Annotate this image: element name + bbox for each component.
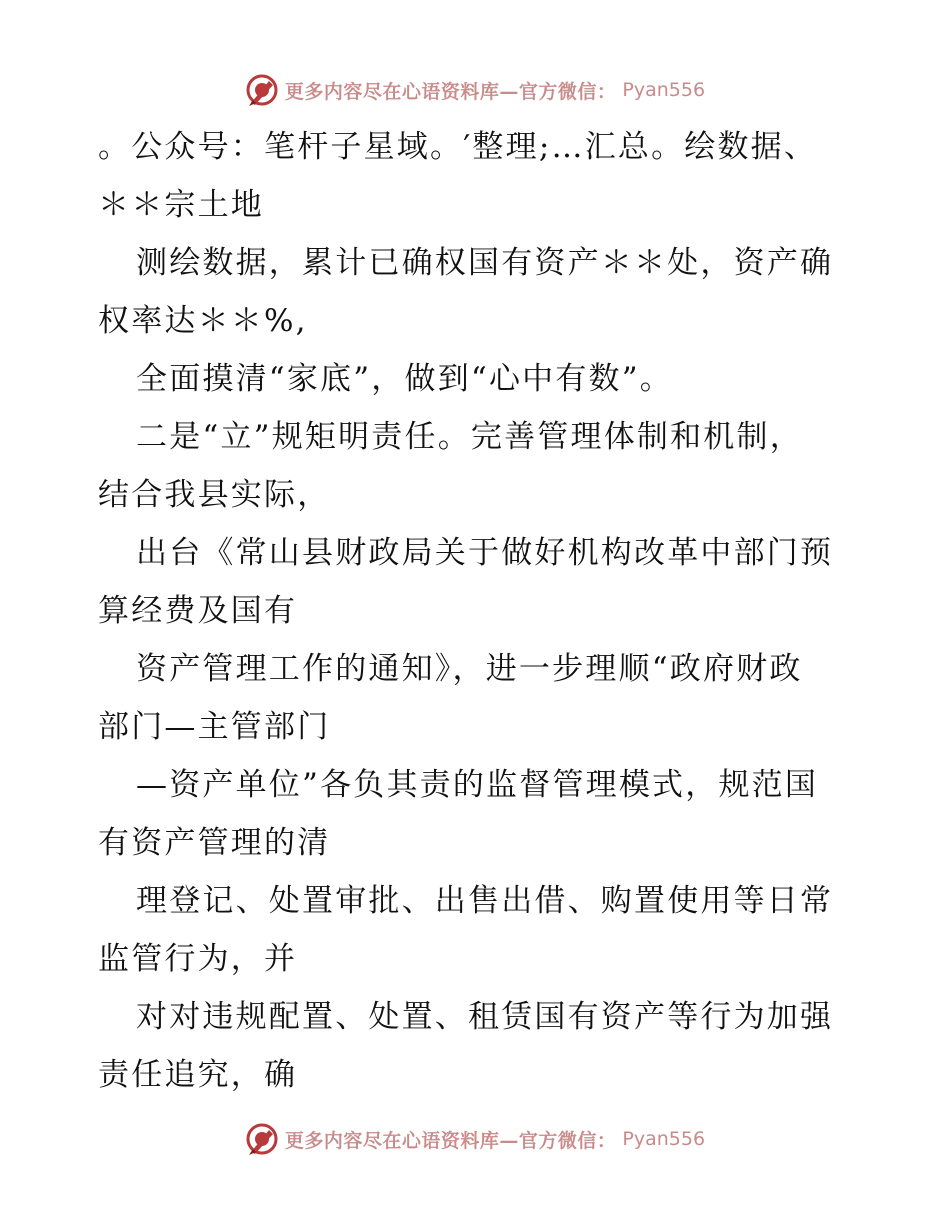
- text-line: 二是“立”规矩明责任。完善管理体制和机制，: [136, 419, 803, 455]
- text-line: 理登记、处置审批、出售出借、购置使用等日常: [136, 883, 834, 919]
- document-body: [98, 118, 858, 1104]
- text-line: 算经费及国有: [98, 593, 298, 629]
- footer-banner-text: 更多内容尽在心语资料库—官方微信：: [284, 1129, 617, 1152]
- footer-wechat-id: Pyan556: [622, 1128, 706, 1150]
- header-wechat-id: Pyan556: [622, 79, 706, 101]
- pen-logo-icon: [245, 1122, 279, 1156]
- text-line: 测绘数据，累计已确权国有资产＊＊处，资产确: [136, 245, 834, 281]
- text-line: —资产单位”各负其责的监督管理模式，规范国: [136, 767, 819, 803]
- pen-logo-icon: [245, 73, 279, 107]
- text-line: 。公众号：笔杆子星域。′整理;…汇总。绘数据、: [98, 129, 818, 165]
- text-line: 责任追究，确: [98, 1057, 298, 1093]
- text-line: 部门—主管部门: [98, 709, 331, 745]
- text-line: 全面摸清“家底”，做到“心中有数”。: [136, 361, 673, 397]
- text-line: 有资产管理的清: [98, 825, 331, 861]
- footer-banner: [0, 1119, 950, 1159]
- text-line: 对对违规配置、处置、租赁国有资产等行为加强: [136, 999, 834, 1035]
- header-banner: [0, 70, 950, 110]
- text-line: ＊＊宗土地: [98, 187, 264, 223]
- text-line: 结合我县实际，: [98, 477, 331, 513]
- text-line: 监管行为，并: [98, 941, 298, 977]
- text-line: 权率达＊＊%,: [98, 303, 308, 339]
- text-line: 资产管理工作的通知》，进一步理顺“政府财政: [136, 651, 803, 687]
- header-banner-text: 更多内容尽在心语资料库—官方微信：: [284, 80, 617, 103]
- text-line: 出台《常山县财政局关于做好机构改革中部门预: [136, 535, 834, 571]
